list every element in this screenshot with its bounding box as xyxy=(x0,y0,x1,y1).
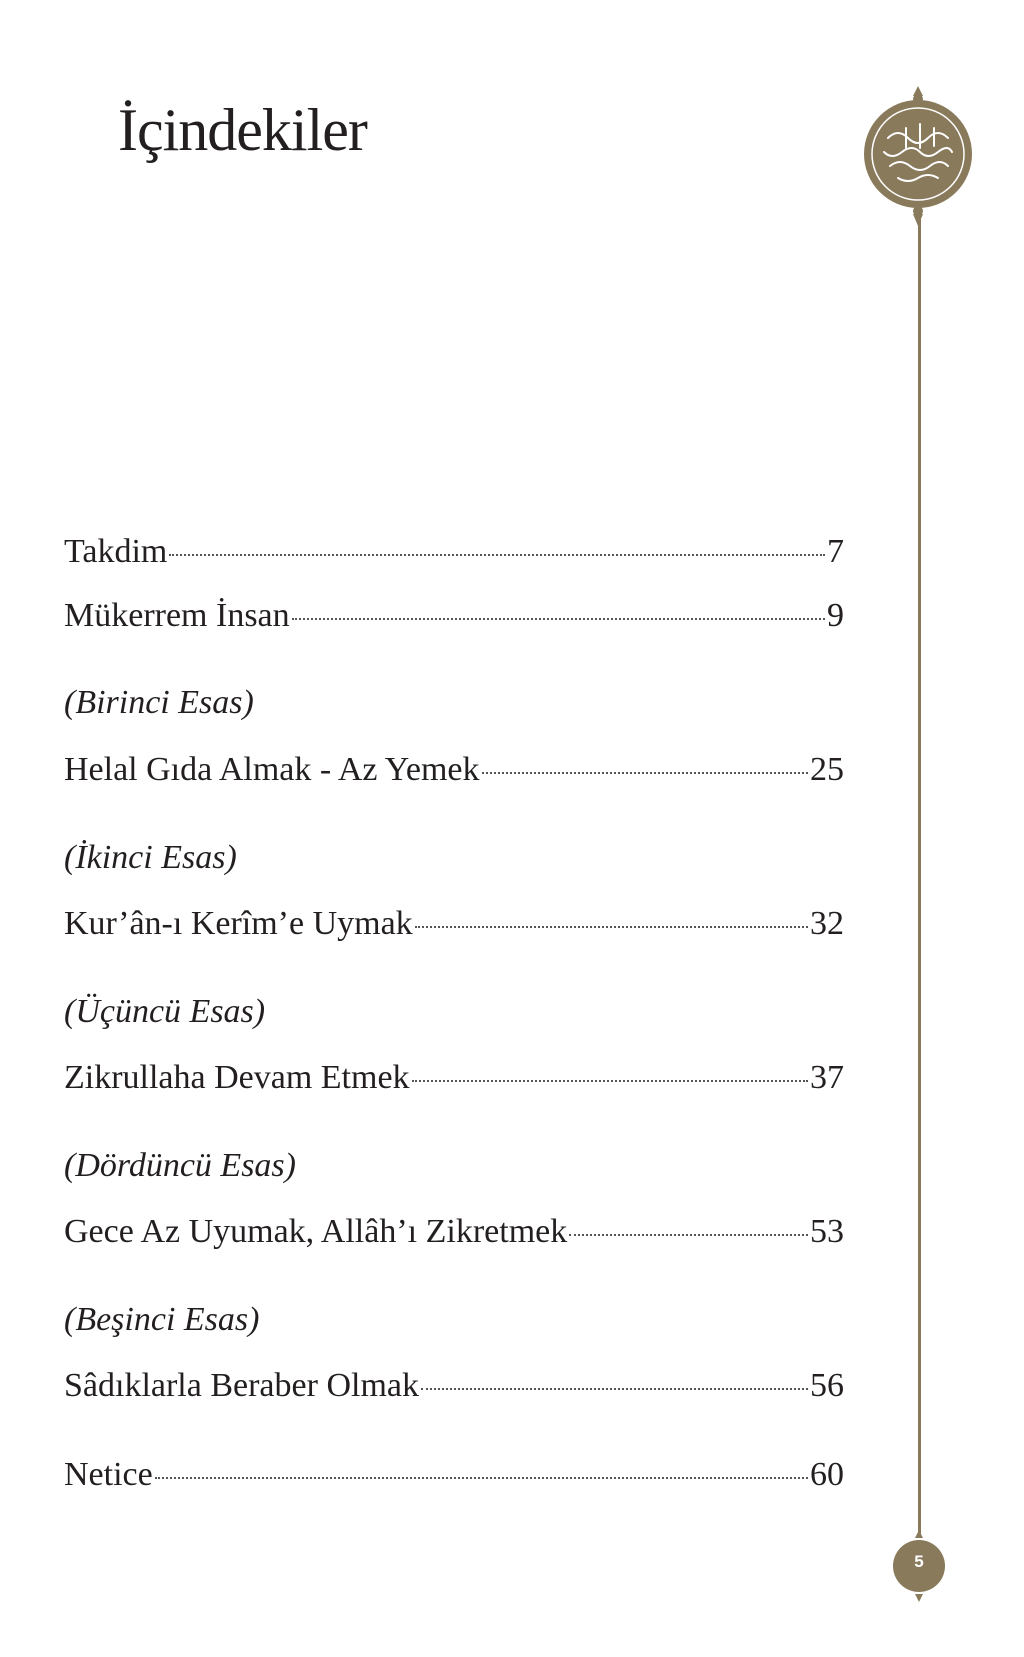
dot-leader xyxy=(292,618,825,620)
toc-entry-title: Mükerrem İnsan xyxy=(64,597,290,634)
toc-entry-takdim[interactable] xyxy=(64,532,844,572)
toc-entry-title: Zikrullaha Devam Etmek xyxy=(64,1059,410,1096)
toc-entry-title: Netice xyxy=(64,1456,153,1493)
toc-entry-page: 25 xyxy=(810,751,844,788)
toc-entry-title: Takdim xyxy=(64,533,168,570)
calligraphy-medallion-icon xyxy=(858,86,978,226)
toc-section-dorduncu-esas: (Dördüncü Esas) xyxy=(64,1147,296,1184)
toc-entry-gece-az-uyumak[interactable] xyxy=(64,1212,844,1252)
toc-entry-kuran[interactable] xyxy=(64,904,844,944)
dot-leader xyxy=(482,772,809,774)
dot-leader xyxy=(415,926,808,928)
toc-entry-page: 9 xyxy=(827,597,844,634)
toc-entry-page: 56 xyxy=(810,1367,844,1404)
page-title: İçindekiler xyxy=(118,97,367,163)
toc-entry-netice[interactable] xyxy=(64,1455,844,1495)
toc-entry-title: Sâdıklarla Beraber Olmak xyxy=(64,1367,419,1404)
dot-leader xyxy=(421,1388,808,1390)
dot-leader xyxy=(412,1080,808,1082)
toc-entry-mukerrem-insan[interactable] xyxy=(64,596,844,636)
toc-section-besinci-esas: (Beşinci Esas) xyxy=(64,1301,260,1338)
dot-leader xyxy=(169,554,825,556)
dot-leader xyxy=(569,1234,808,1236)
toc-entry-title: Kur’ân-ı Kerîm’e Uymak xyxy=(64,905,413,942)
toc-section-ikinci-esas: (İkinci Esas) xyxy=(64,839,237,876)
toc-entry-page: 7 xyxy=(827,533,844,570)
page-number: 5 xyxy=(914,1552,924,1571)
dot-leader xyxy=(155,1477,808,1479)
toc-entry-helal-gida[interactable] xyxy=(64,750,844,790)
toc-entry-zikrullaha[interactable] xyxy=(64,1058,844,1098)
toc-section-ucuncu-esas: (Üçüncü Esas) xyxy=(64,993,266,1030)
ornament-vertical-line xyxy=(918,210,921,1535)
toc-entry-title: Helal Gıda Almak - Az Yemek xyxy=(64,751,480,788)
toc-entry-page: 32 xyxy=(810,905,844,942)
toc-entry-title: Gece Az Uyumak, Allâh’ı Zikretmek xyxy=(64,1213,568,1250)
toc-entry-sadiklarla[interactable] xyxy=(64,1366,844,1406)
toc-section-birinci-esas: (Birinci Esas) xyxy=(64,684,254,721)
toc-entry-page: 60 xyxy=(810,1456,844,1493)
toc-entry-page: 37 xyxy=(810,1059,844,1096)
toc-entry-page: 53 xyxy=(810,1213,844,1250)
